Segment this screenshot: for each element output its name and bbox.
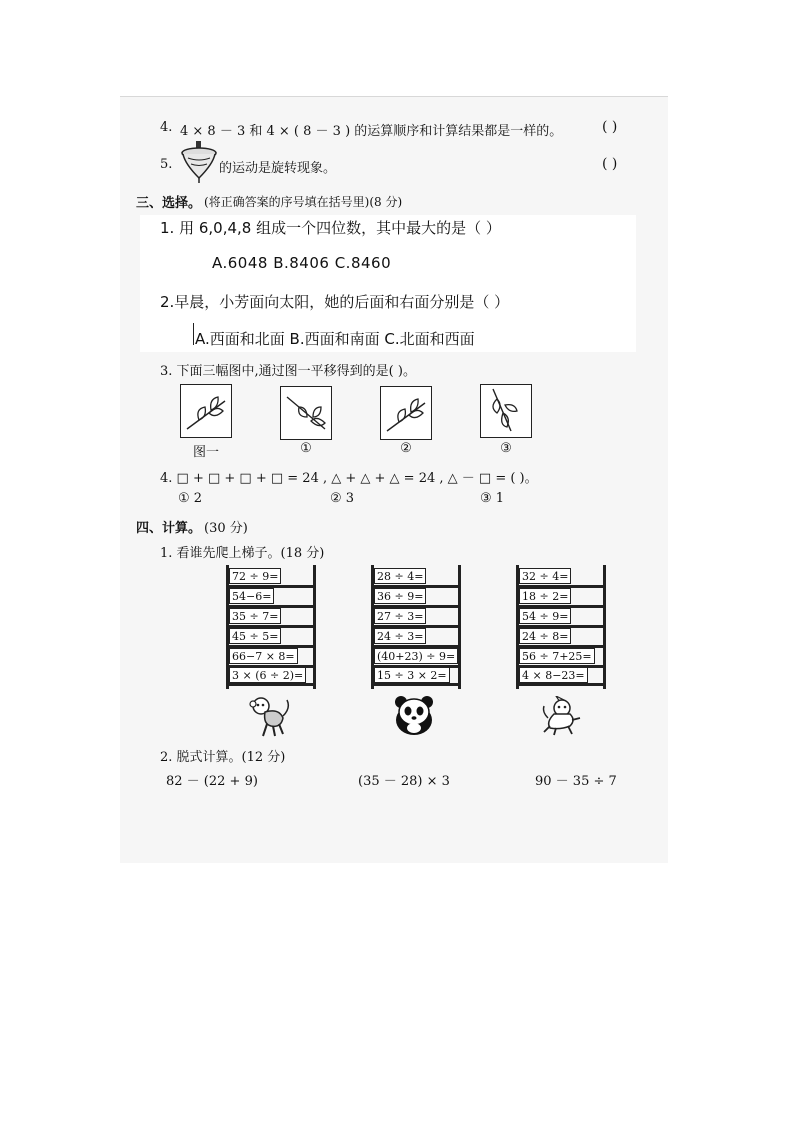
ladder1-item: 72 ÷ 9= [229,568,281,584]
monkey-icon [249,694,291,738]
choice-q4-option3: ③ 1 [480,491,505,506]
choice-q1-text: 1. 用 6,0,4,8 组成一个四位数，其中最大的是（ ） [160,219,501,237]
ladder3-item: 54 ÷ 9= [519,608,571,624]
figure-one-panel [180,384,232,438]
ladder3-item: 18 ÷ 2= [519,588,571,604]
judge-q4-number: 4. [160,120,173,135]
spinning-top-icon [180,140,218,188]
ladder3-item: 32 ÷ 4= [519,568,571,584]
choice-q4-option2: ② 3 [330,491,355,506]
judge-q5-answer-paren[interactable]: ( ) [602,156,618,172]
option1-label: ① [300,441,312,456]
leaf-branch-icon [481,385,531,437]
ladder3-item: 56 ÷ 7+25= [519,648,595,664]
judge-q4-text: 4 × 8 － 3 和 4 × ( 8 － 3 ) 的运算顺序和计算结果都是一样的。 [180,124,563,139]
leaf-branch-icon [281,387,331,439]
calc-q1-text: 1. 看谁先爬上梯子。(18 分) [160,546,325,561]
judge-q4-answer-paren[interactable]: ( ) [602,119,618,135]
ladder2-item: 27 ÷ 3= [374,608,426,624]
ladder1-item: 54−6= [229,588,274,604]
option2-panel[interactable] [380,386,432,440]
choice-q3-text: 3. 下面三幅图中,通过图一平移得到的是( )。 [160,364,416,379]
dog-icon [540,696,584,736]
option1-panel[interactable] [280,386,332,440]
ladder2-item: 15 ÷ 3 × 2= [374,667,450,683]
section4-title: 四、计算。 [136,521,202,536]
ladder1-item: 45 ÷ 5= [229,628,281,644]
ladder2-item: 36 ÷ 9= [374,588,426,604]
ladder1-item: 66−7 × 8= [229,648,298,664]
option3-label: ③ [500,441,512,456]
choice-q4-text: 4. □ + □ + □ + □ = 24 , △ + △ + △ = 24 , △ － □ = ( )。 [160,471,538,486]
ladder-monkey [226,565,316,689]
ladder2-item: 24 ÷ 3= [374,628,426,644]
text-cursor [193,323,194,345]
section3-title: 三、选择。 [136,196,202,211]
option3-panel[interactable] [480,384,532,438]
ladder1-item: 3 × (6 ÷ 2)= [229,667,306,683]
calc-expr-2: (35 － 28) × 3 [358,774,450,789]
ladder2-item: 28 ÷ 4= [374,568,426,584]
calc-expr-1: 82 － (22 + 9) [166,774,258,789]
section4-score: (30 分) [204,521,248,536]
leaf-branch-icon [381,387,431,439]
choice-q4-option1: ① 2 [178,491,203,506]
figure-one-label: 图一 [192,445,219,460]
panda-icon [393,694,435,736]
ladder-dog [516,565,606,689]
judge-q5-number: 5. [160,157,173,172]
ladder1-item: 35 ÷ 7= [229,608,281,624]
top-divider [120,96,668,97]
section3-note: (将正确答案的序号填在括号里)(8 分) [204,195,403,209]
ladder-panda [371,565,461,689]
choice-q2-options: A.西面和北面 B.西面和南面 C.北面和西面 [195,330,475,348]
calc-expr-3: 90 － 35 ÷ 7 [535,774,617,789]
choice-q2-text: 2.早晨，小芳面向太阳，她的后面和右面分别是（ ） [160,293,510,311]
judge-q5-text: 的运动是旋转现象。 [219,161,337,176]
choice-q1-options: A.6048 B.8406 C.8460 [212,254,392,272]
leaf-branch-icon [181,385,231,437]
ladder3-item: 4 × 8−23= [519,667,588,683]
option2-label: ② [400,441,412,456]
ladder3-item: 24 ÷ 8= [519,628,571,644]
ladder2-item: (40+23) ÷ 9= [374,648,458,664]
calc-q2-text: 2. 脱式计算。(12 分) [160,750,286,765]
